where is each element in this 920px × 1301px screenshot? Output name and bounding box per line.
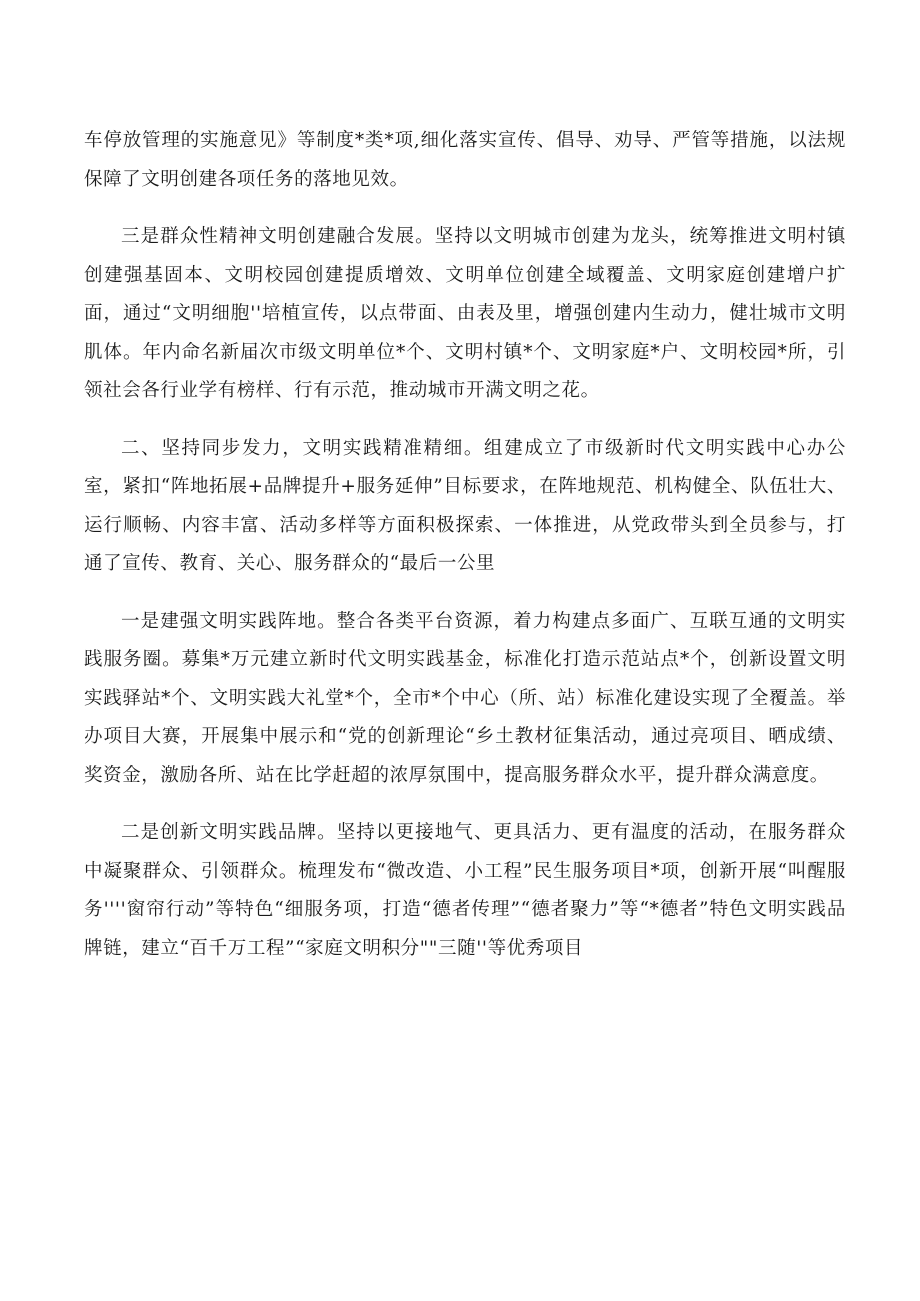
paragraph-practice-positions: 一是建强文明实践阵地。整合各类平台资源，着力构建点多面广、互联互通的文明实践服务圈。募集*万元建立新时代文明实践基金，标准化打造示范站点*个，创新设置文明实践驿站*个、文明实践大礼堂*个，全市*个中心（所、站）标准化建设实现了全覆盖。举办项目大赛，开展集中展示和“党的创新理论“乡土教材征集活动，通过亮项目、晒成绩、奖资金，激励各所、站在比学赶超的浓厚氛围中，提高服务群众水平，提升群众满意度。 <box>84 610 846 786</box>
paragraph-mass-civilization: 三是群众性精神文明创建融合发展。坚持以文明城市创建为龙头，统筹推进文明村镇创建强基固本、文明校园创建提质增效、文明单位创建全域覆盖、文明家庭创建增户扩面，通过“文明细胞''培植宣传，以点带面、由表及里，增强创建内生动力，健壮城市文明肌体。年内命名新届次市级文明单位*个、文明村镇*个、文明家庭*户、文明校园*所，引领社会各行业学有榜样、行有示范，推动城市开满文明之花。 <box>84 226 846 401</box>
paragraph-continuation: 车停放管理的实施意见》等制度*类*项,细化落实宣传、倡导、劝导、严管等措施，以法规保障了文明创建各项任务的落地见效。 <box>84 130 846 190</box>
document-body <box>84 122 846 968</box>
paragraph-section-two-heading: 二、坚持同步发力，文明实践精准精细。组建成立了市级新时代文明实践中心办公室，紧扣“阵地拓展+品牌提升+服务延伸”目标要求，在阵地规范、机构健全、队伍壮大、运行顺畅、内容丰富、活动多样等方面积极探索、一体推进，从党政带头到全员参与，打通了宣传、教育、关心、服务群众的“最后一公里 <box>84 437 846 574</box>
paragraph-practice-brands: 二是创新文明实践品牌。坚持以更接地气、更具活力、更有温度的活动，在服务群众中凝聚群众、引领群众。梳理发布“微改造、小工程”民生服务项目*项，创新开展“叫醒服务''''窗帘行动”等特色“细服务项，打造“德者传理”“德者聚力”等“*德者”特色文明实践品牌链，建立“百千万工程”“家庭文明积分""三随''等优秀项目 <box>84 822 846 959</box>
